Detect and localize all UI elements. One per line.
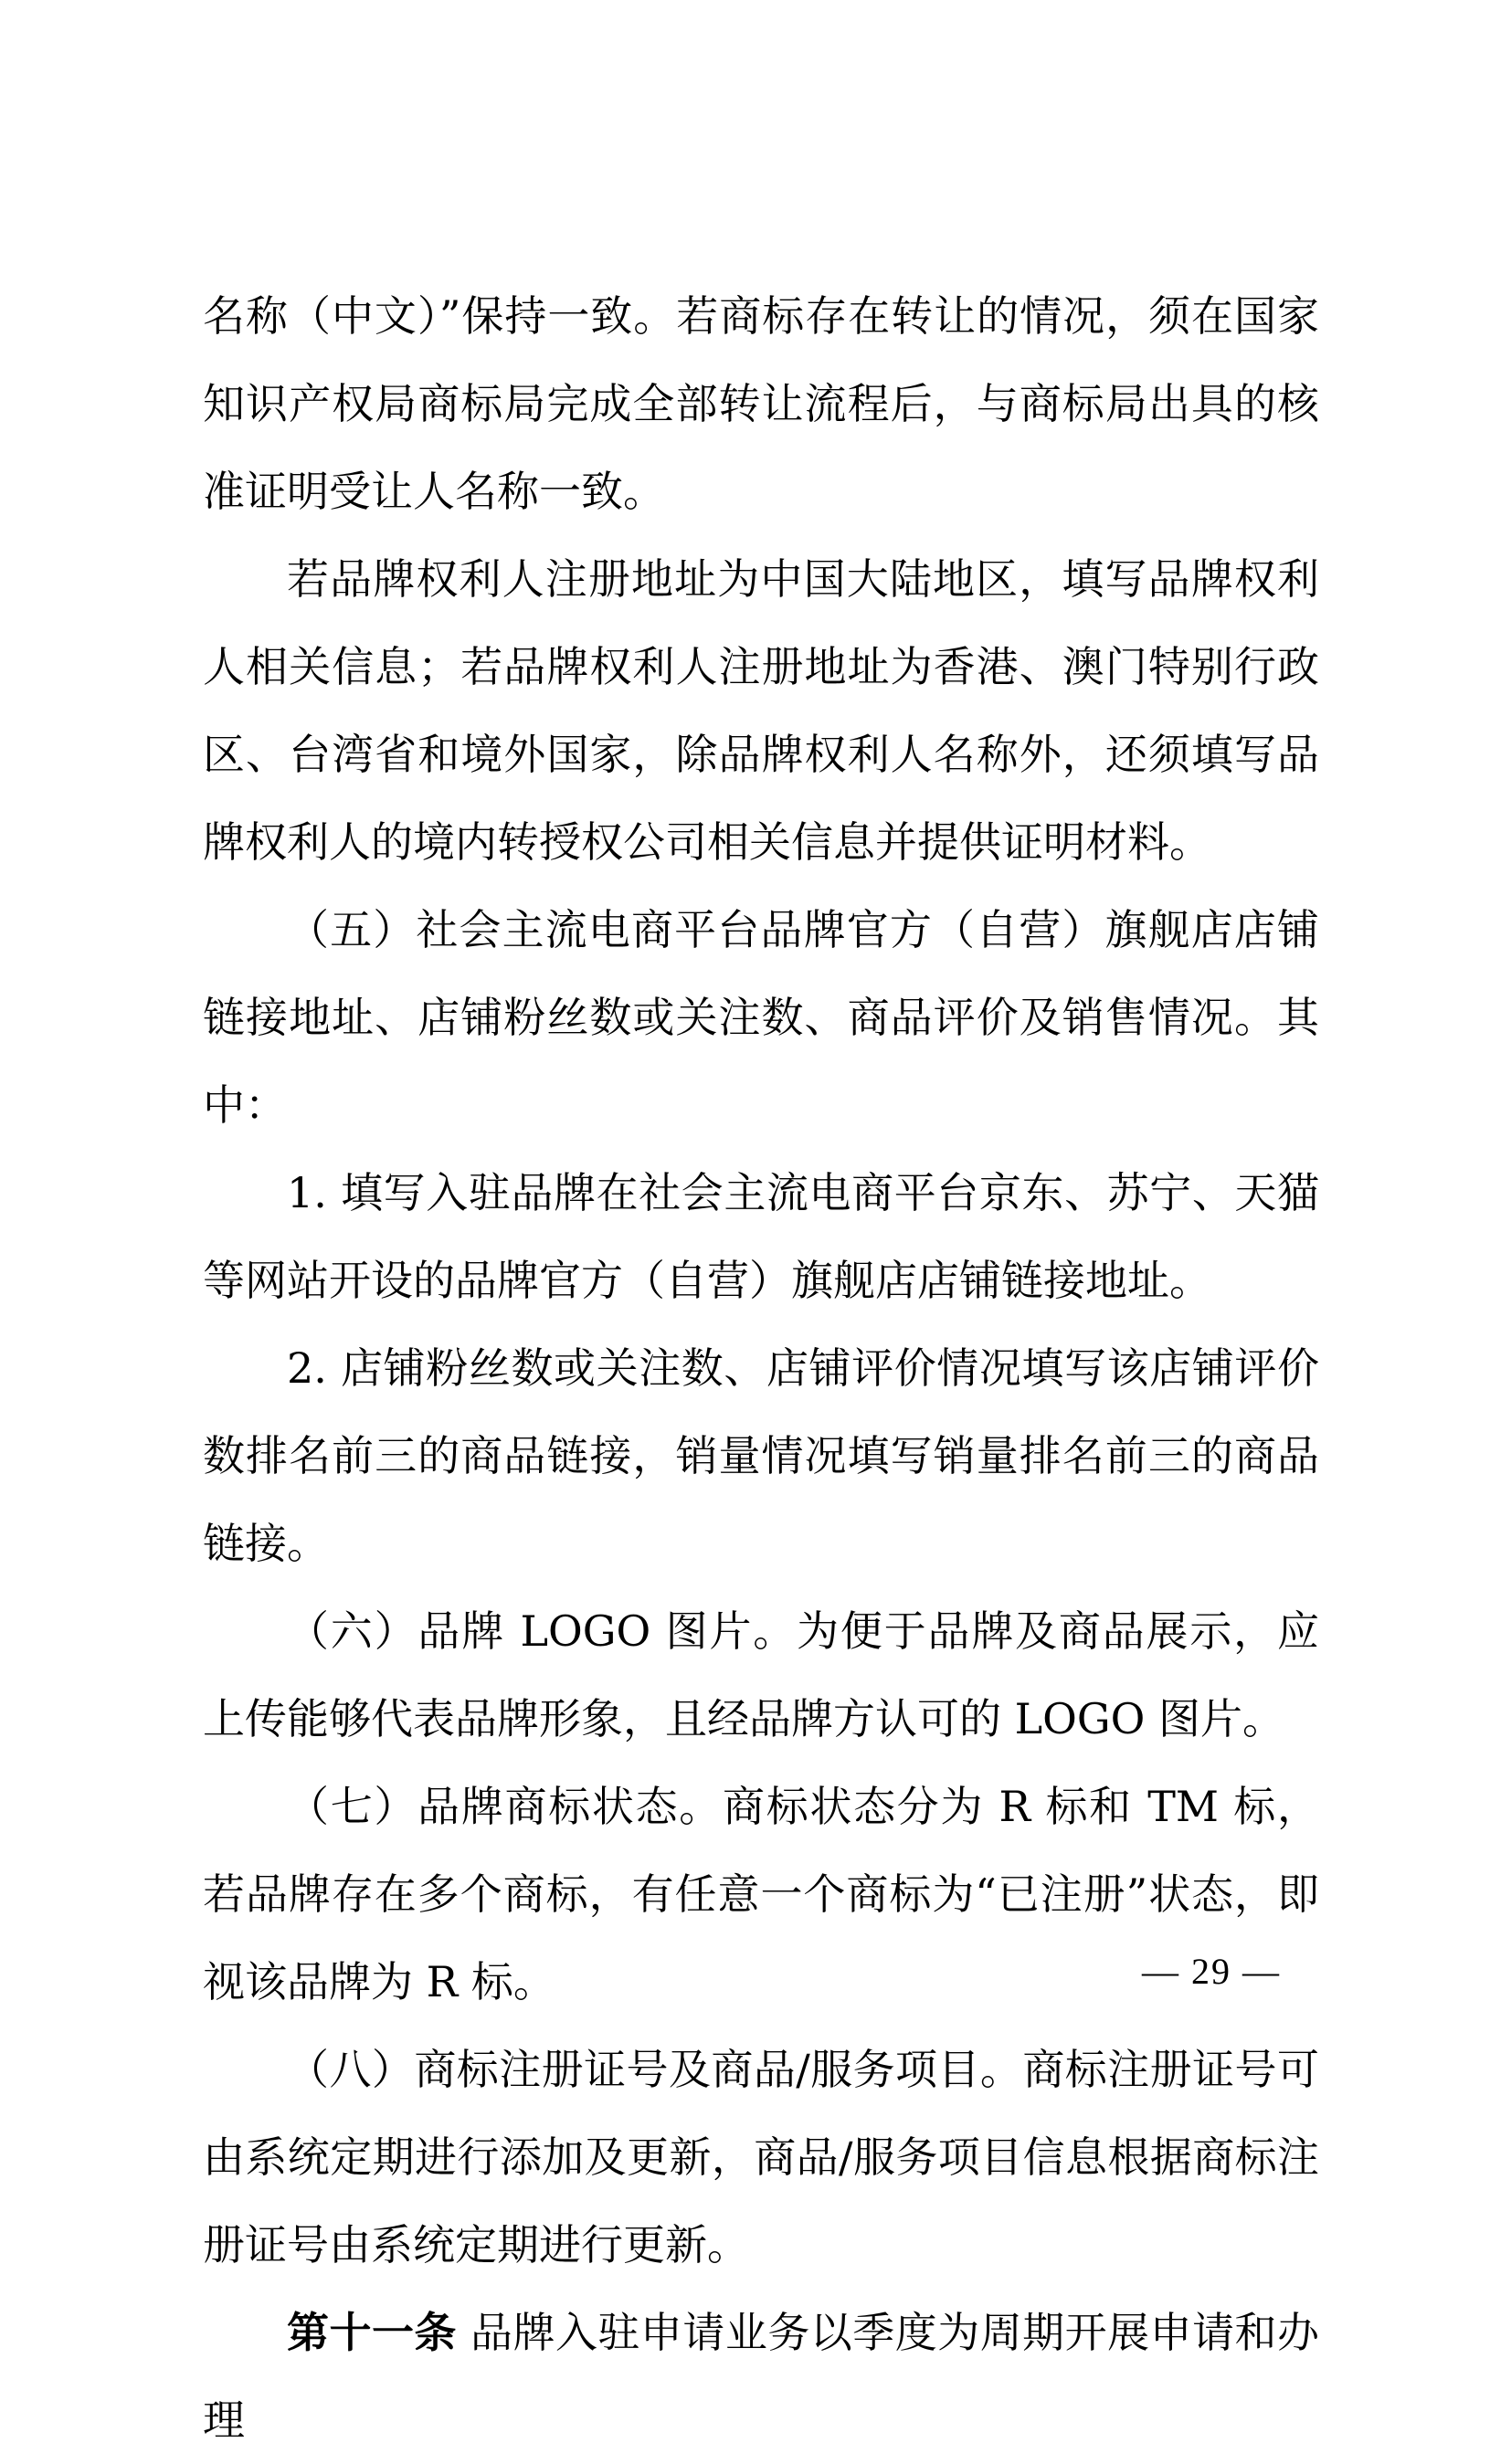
article-body: 品牌入驻申请业务以季度为周期开展申请和办理 — [203, 2308, 1320, 2445]
paragraph-item-5-point-2: 2. 店铺粉丝数或关注数、店铺评价情况填写该店铺评价数排名前三的商品链接，销量情况填写销量排名前三的商品链接。 — [203, 1343, 1319, 1568]
article-heading: 第十一条 — [287, 2308, 457, 2357]
paragraph-continuation: 名称（中文）”保持一致。若商标存在转让的情况，须在国家知识产权局商标局完成全部转让流程后，与商标局出具的核准证明受让人名称一致。 — [203, 291, 1319, 516]
paragraph-item-7: （七）品牌商标状态。商标状态分为 R 标和 TM 标，若品牌存在多个商标，有任意一个商标为“已注册”状态，即视该品牌为 R 标。 — [203, 1782, 1319, 2006]
paragraph-item-5: （五）社会主流电商平台品牌官方（自营）旗舰店店铺链接地址、店铺粉丝数或关注数、商品评价及销售情况。其中： — [203, 905, 1319, 1130]
article-11-paragraph — [203, 2289, 1319, 2464]
paragraph-registration-address: 若品牌权利人注册地址为中国大陆地区，填写品牌权利人相关信息；若品牌权利人注册地址为香港、澳门特别行政区、台湾省和境外国家，除品牌权利人名称外，还须填写品牌权利人的境内转授权公司相关信息并提供证明材料。 — [203, 554, 1319, 867]
paragraph-item-6: （六）品牌 LOGO 图片。为便于品牌及商品展示，应上传能够代表品牌形象，且经品牌方认可的 LOGO 图片。 — [203, 1606, 1319, 1743]
page-number: — 29 — — [1142, 1951, 1281, 1992]
paragraph-item-8: （八）商标注册证号及商品/服务项目。商标注册证号可由系统定期进行添加及更新，商品/服务项目信息根据商标注册证号由系统定期进行更新。 — [203, 2045, 1319, 2269]
paragraph-item-5-point-1: 1. 填写入驻品牌在社会主流电商平台京东、苏宁、天猫等网站开设的品牌官方（自营）旗舰店店铺链接地址。 — [203, 1168, 1319, 1305]
document-body — [203, 272, 1319, 2464]
